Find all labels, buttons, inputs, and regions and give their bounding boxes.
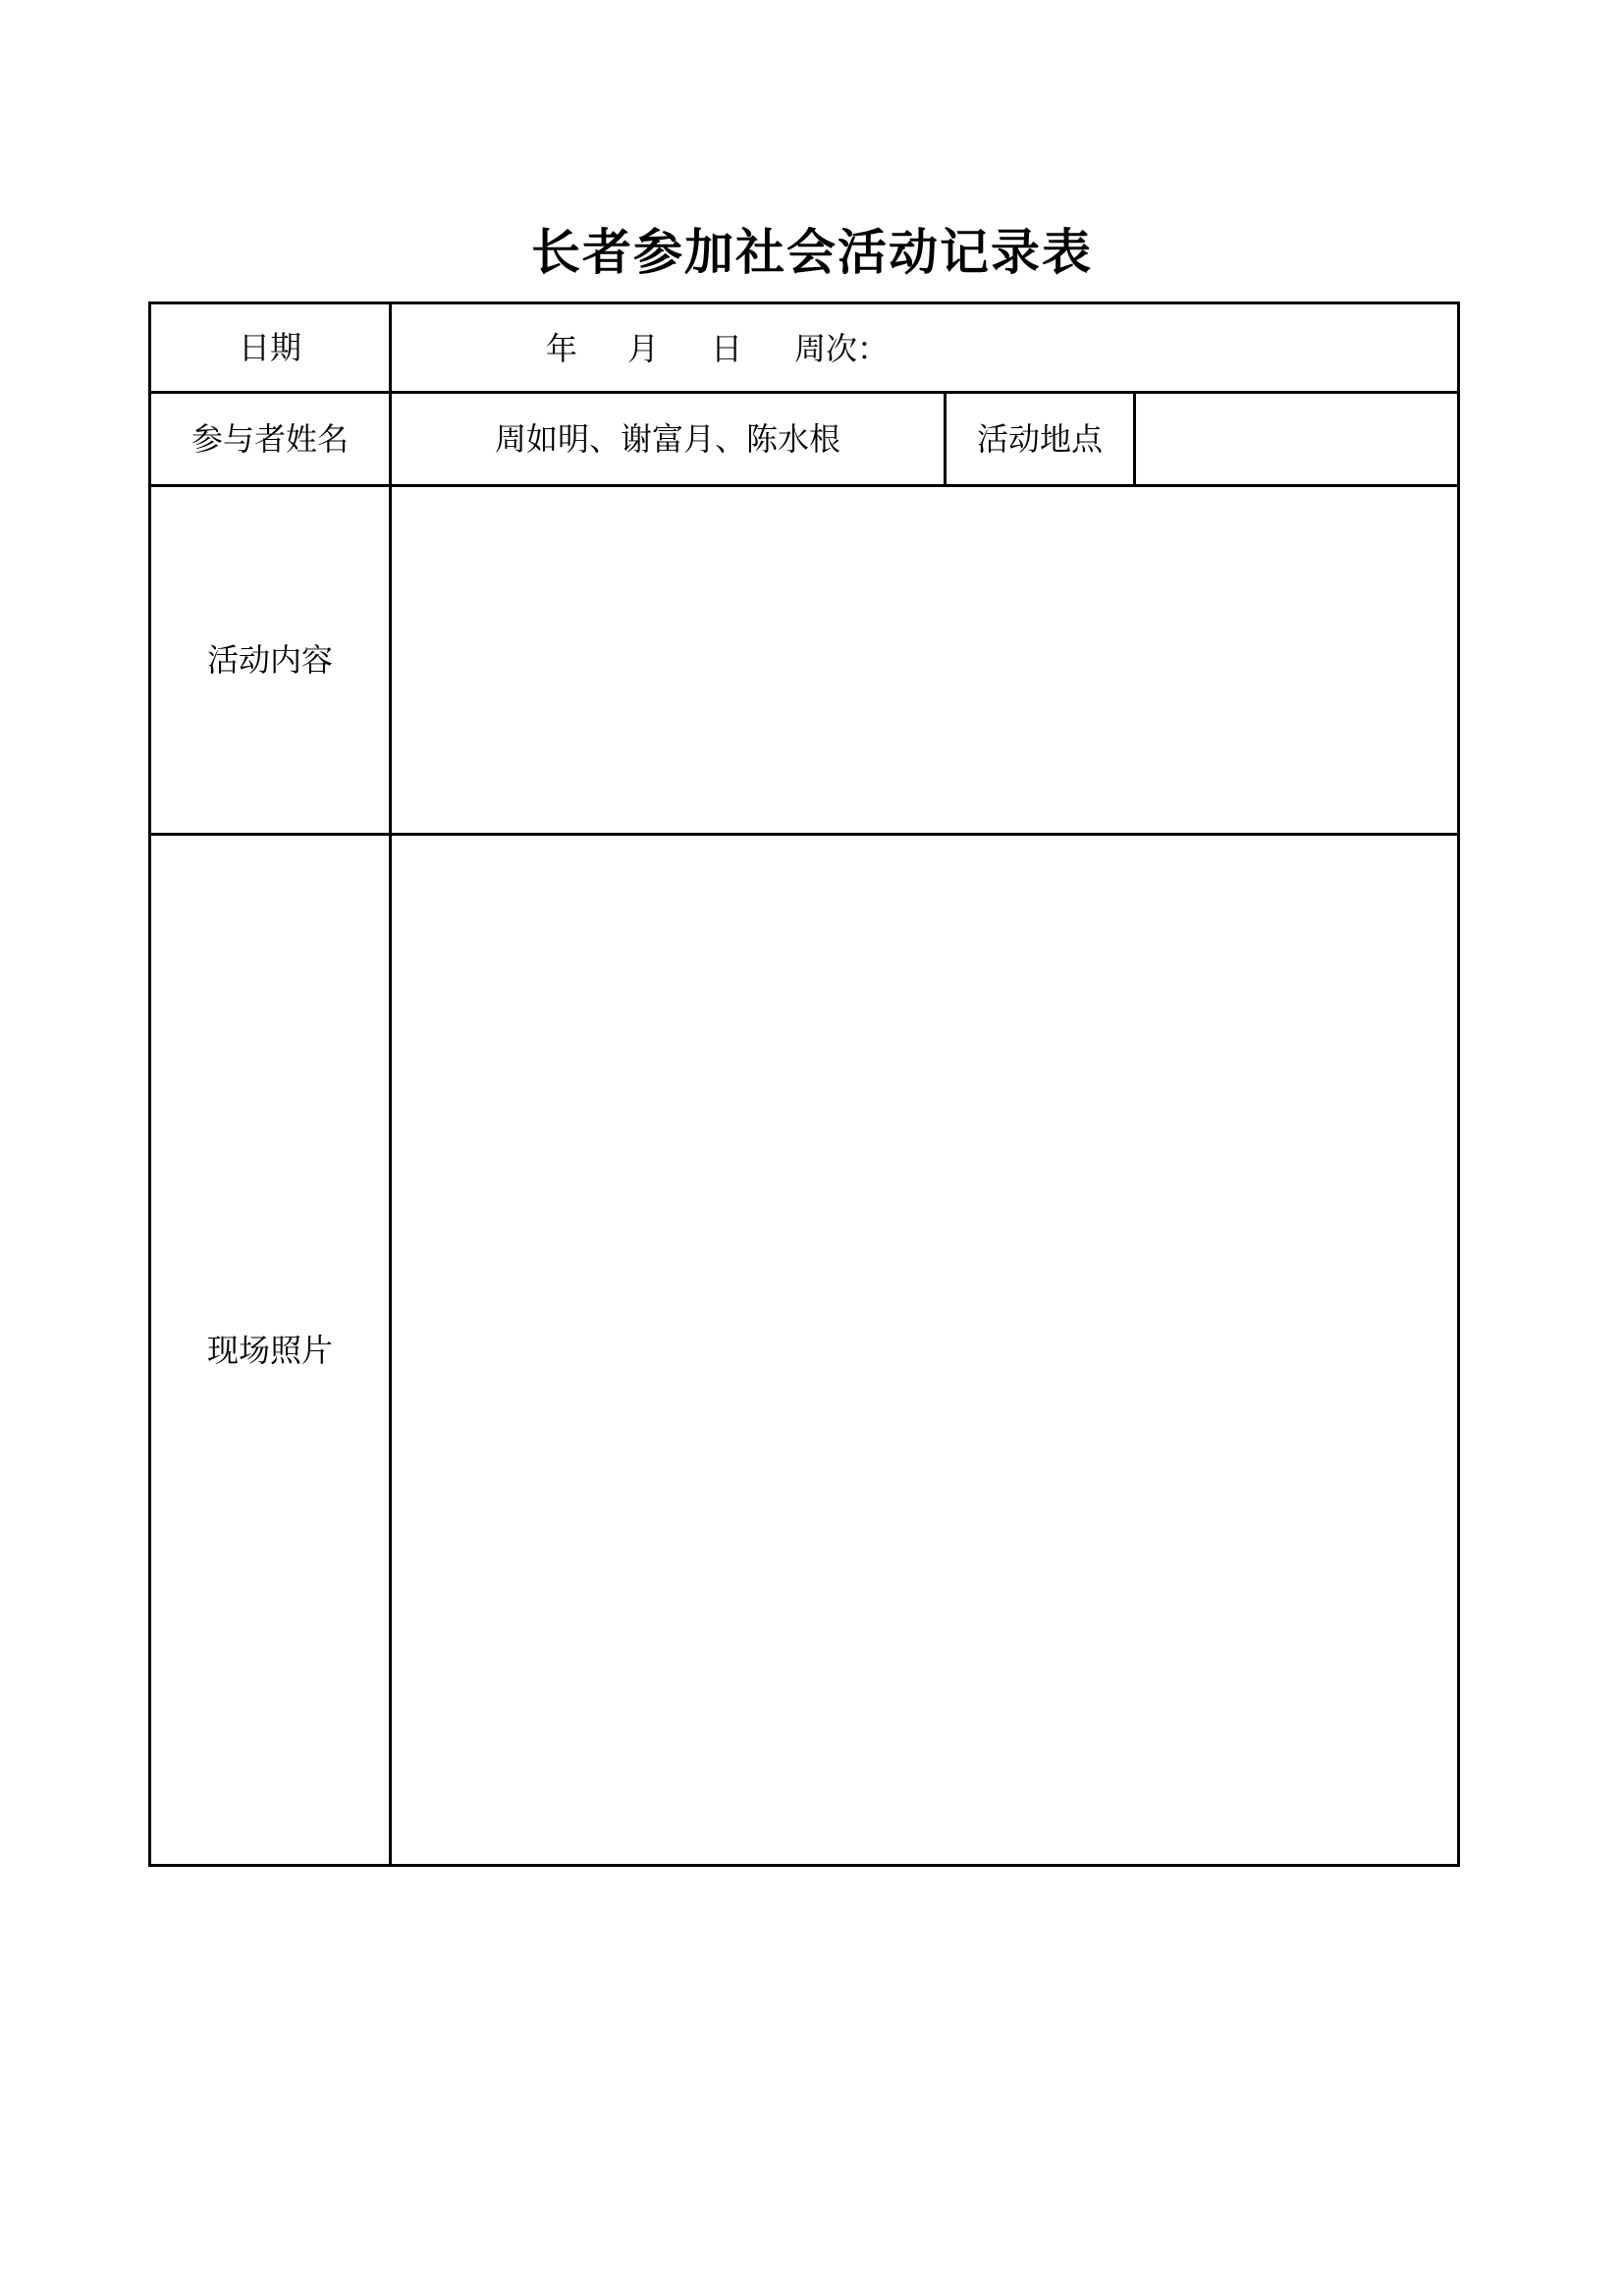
content-label: 活动内容 — [206, 641, 333, 679]
date-field[interactable] — [392, 302, 1457, 391]
date-year-label: 年 — [546, 330, 578, 367]
date-day-label: 日 — [711, 330, 743, 367]
date-month-label: 月 — [627, 330, 660, 367]
content-value[interactable] — [392, 487, 1457, 833]
page-title: 长者参加社会活动记录表 — [531, 224, 1093, 281]
photo-label: 现场照片 — [206, 1331, 333, 1369]
participants-value[interactable]: 周如明、谢富月、陈水根 — [494, 420, 840, 458]
participants-label: 参与者姓名 — [190, 420, 349, 458]
date-week-label: 周次： — [794, 330, 890, 367]
date-label: 日期 — [238, 329, 301, 366]
table-border-bottom — [148, 1864, 1460, 1867]
photo-area[interactable] — [392, 836, 1457, 1864]
location-label: 活动地点 — [976, 420, 1103, 458]
location-value[interactable] — [1136, 394, 1457, 484]
table-border-right — [1457, 301, 1460, 1867]
